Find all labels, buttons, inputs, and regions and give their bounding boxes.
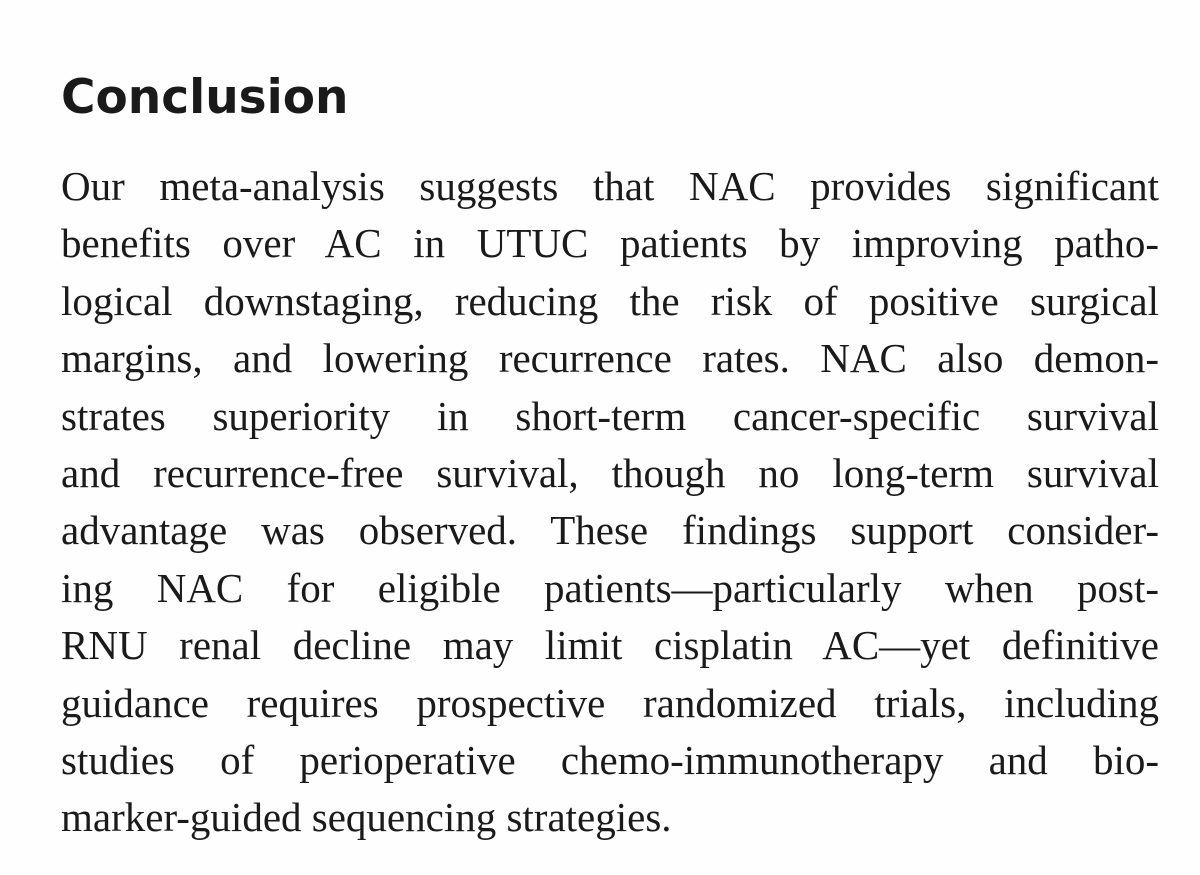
paragraph-line: margins, and lowering recurrence rates. NAC also demon- xyxy=(61,335,1159,382)
paragraph-line: logical downstaging, reducing the risk of positive surgical xyxy=(61,277,1159,324)
paragraph-line: RNU renal decline may limit cisplatin AC—yet definitive xyxy=(61,622,1159,669)
paragraph-line: ing NAC for eligible patients—particularly when post- xyxy=(61,564,1159,611)
paragraph-line: and recurrence-free survival, though no long-term survival xyxy=(61,449,1159,496)
paragraph-line: marker-guided sequencing strategies. xyxy=(61,794,672,841)
paragraph-line: strates superiority in short-term cancer-specific survival xyxy=(61,392,1159,439)
conclusion-paragraph xyxy=(61,158,1159,847)
section-heading: Conclusion xyxy=(61,70,349,125)
paragraph-line: advantage was observed. These findings support consider- xyxy=(61,507,1159,554)
paragraph-line: guidance requires prospective randomized trials, including xyxy=(61,679,1159,726)
paragraph-line: Our meta-analysis suggests that NAC provides significant xyxy=(61,163,1159,209)
paragraph-line: studies of perioperative chemo-immunotherapy and bio- xyxy=(61,736,1159,783)
paragraph-line: benefits over AC in UTUC patients by improving patho- xyxy=(61,220,1159,267)
